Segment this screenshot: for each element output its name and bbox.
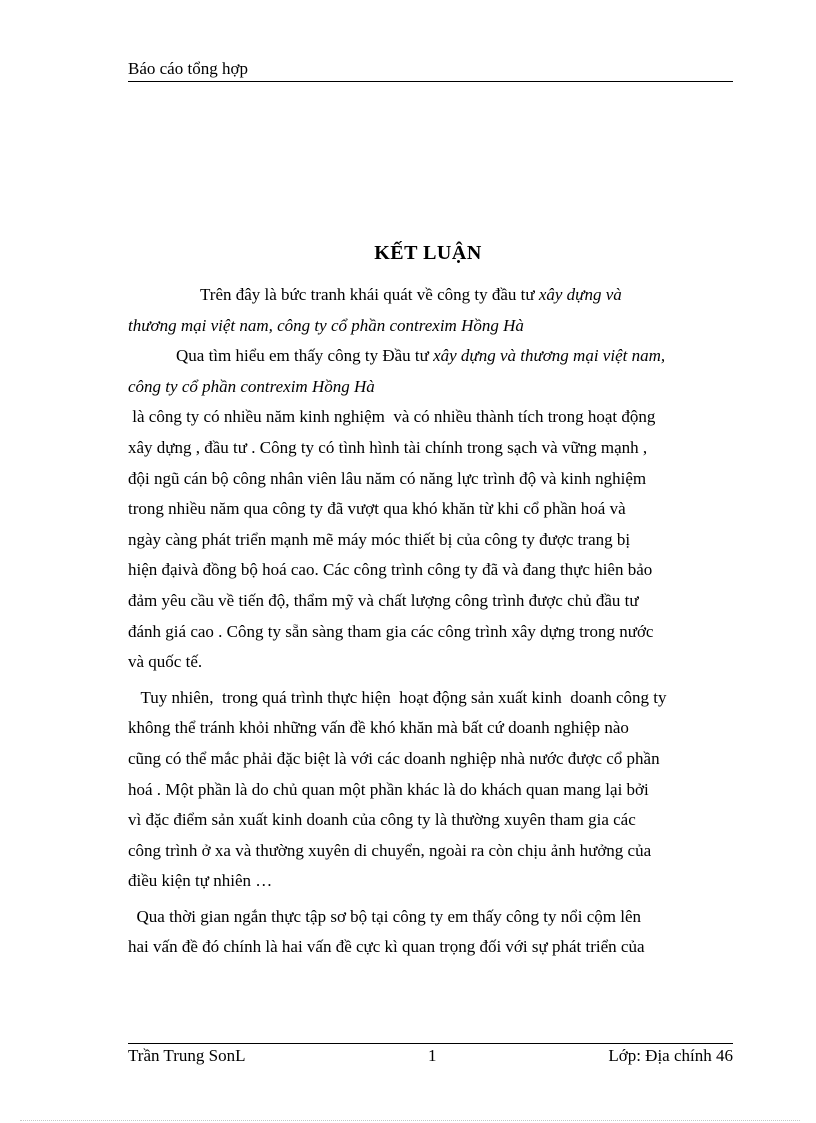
body-line: là công ty có nhiều năm kinh nghiệm và có nhiều thành tích trong hoạt động xyxy=(128,407,656,427)
page-header: Báo cáo tổng hợp xyxy=(128,58,733,82)
intro-1-text: Trên đây là bức tranh khái quát về công ty đầu tư xyxy=(200,285,539,304)
body-line: trong nhiều năm qua công ty đã vượt qua khó khăn từ khi cổ phần hoá và xyxy=(128,499,626,519)
body-line: công trình ở xa và thường xuyên di chuyển, ngoài ra còn chịu ảnh hưởng của xyxy=(128,840,652,860)
intro-paragraph-1-line-1 xyxy=(128,280,736,311)
intro-2-italic: xây dựng và thương mại việt nam, xyxy=(433,346,666,366)
body-line: hoá . Một phần là do chủ quan một phần khác là do khách quan mang lại bởi xyxy=(128,779,649,799)
intro-paragraph-2-line-1 xyxy=(128,341,736,372)
footer-author: Trần Trung SonL xyxy=(128,1046,246,1065)
intro-paragraph-2-line-2 xyxy=(128,372,736,403)
intro-1-italic-cont: thương mại việt nam, công ty cổ phần contrexim Hồng Hà xyxy=(128,315,524,335)
footer-class: Lớp: Địa chính 46 xyxy=(608,1046,733,1065)
page-footer xyxy=(128,1045,733,1069)
body-line: đảm yêu cầu về tiến độ, thẩm mỹ và chất lượng công trình được chủ đầu tư xyxy=(128,590,639,610)
body-line: ngày càng phát triển mạnh mẽ máy móc thiết bị của công ty được trang bị xyxy=(128,529,631,549)
body-line: Tuy nhiên, trong quá trình thực hiện hoạt động sản xuất kinh doanh công ty xyxy=(128,687,667,707)
intro-paragraph-1-line-2 xyxy=(128,311,736,342)
body-line: Qua thời gian ngắn thực tập sơ bộ tại công ty em thấy công ty nổi cộm lên xyxy=(128,906,642,926)
document-body xyxy=(128,280,736,963)
body-line: không thể tránh khỏi những vấn đề khó khăn mà bất cứ doanh nghiệp nào xyxy=(128,718,629,738)
footer-divider xyxy=(128,1043,733,1044)
body-line: điều kiện tự nhiên … xyxy=(128,871,273,891)
body-line: hai vấn đề đó chính là hai vấn đề cực kì quan trọng đối với sự phát triển của xyxy=(128,937,645,957)
intro-2-italic-cont: công ty cổ phần contrexim Hồng Hà xyxy=(128,376,375,396)
intro-2-text: Qua tìm hiểu em thấy công ty Đầu tư xyxy=(176,346,434,366)
intro-1-italic: xây dựng và xyxy=(538,285,622,304)
body-line: đội ngũ cán bộ công nhân viên lâu năm có năng lực trình độ và kinh nghiệm xyxy=(128,468,647,488)
body-line: xây dựng , đầu tư . Công ty có tình hình tài chính trong sạch và vững mạnh , xyxy=(128,437,648,457)
page-title: KẾT LUẬN xyxy=(374,242,482,264)
body-line: vì đặc điểm sản xuất kinh doanh của công ty là thường xuyên tham gia các xyxy=(128,810,636,830)
body-line: cũng có thể mắc phải đặc biệt là với các doanh nghiệp nhà nước được cổ phần xyxy=(128,748,660,768)
page-number: 1 xyxy=(428,1046,437,1065)
body-line: đánh giá cao . Công ty sẵn sàng tham gia các công trình xây dựng trong nước xyxy=(128,621,654,641)
body-line: hiện đạivà đồng bộ hoá cao. Các công trình công ty đã và đang thực hiên bảo xyxy=(128,560,653,580)
page-edge-divider xyxy=(20,1120,800,1121)
body-line: và quốc tế. xyxy=(128,652,203,672)
